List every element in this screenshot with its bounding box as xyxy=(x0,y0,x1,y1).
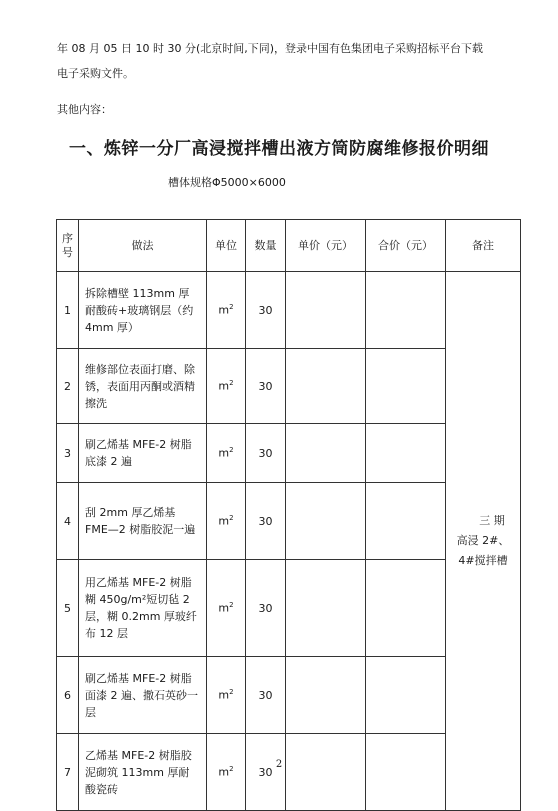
row-seq: 3 xyxy=(57,424,79,483)
row-method: 刷乙烯基 MFE-2 树脂底漆 2 遍 xyxy=(79,424,207,483)
row-method: 用乙烯基 MFE-2 树脂糊 450g/m²短切毡 2 层，糊 0.2mm 厚玻纤布 12 层 xyxy=(79,560,207,657)
header-remark: 备注 xyxy=(446,220,521,272)
row-total-price xyxy=(366,657,446,734)
remark-cell xyxy=(446,272,521,811)
page-number: 2 xyxy=(275,759,283,770)
row-unit-price xyxy=(286,657,366,734)
row-unit-price xyxy=(286,734,366,811)
header-total-price: 合价（元） xyxy=(366,220,446,272)
row-qty: 30 xyxy=(246,272,286,349)
row-qty: 30 xyxy=(246,424,286,483)
row-unit-price xyxy=(286,483,366,560)
row-qty: 30 xyxy=(246,657,286,734)
row-seq: 5 xyxy=(57,560,79,657)
row-unit: $m^2$ xyxy=(207,424,246,483)
row-total-price xyxy=(366,734,446,811)
remark-line: 三 期 xyxy=(479,514,505,527)
header-unit-price: 单价（元） xyxy=(286,220,366,272)
header-qty: 数量 xyxy=(246,220,286,272)
header-method: 做法 xyxy=(79,220,207,272)
row-method: 拆除槽壁 113mm 厚耐酸砖+玻璃钢层（约 4mm 厚） xyxy=(79,272,207,349)
header-seq: 序号 xyxy=(57,220,79,272)
remark-line: 高浸 2#、 xyxy=(456,534,510,547)
row-unit-price xyxy=(286,560,366,657)
row-total-price xyxy=(366,560,446,657)
row-unit: $m^2$ xyxy=(207,272,246,349)
row-seq: 2 xyxy=(57,349,79,424)
header-unit: 单位 xyxy=(207,220,246,272)
row-total-price xyxy=(366,483,446,560)
row-method: 维修部位表面打磨、除锈，表面用丙酮或酒精擦洗 xyxy=(79,349,207,424)
row-total-price xyxy=(366,272,446,349)
intro-paragraph-line-2: 电子采购文件。 xyxy=(57,67,134,80)
remark-line: 4#搅拌槽 xyxy=(458,554,508,567)
row-unit-price xyxy=(286,349,366,424)
row-qty: 30 xyxy=(246,560,286,657)
section-title: 一、炼锌一分厂高浸搅拌槽出液方筒防腐维修报价明细 xyxy=(69,139,489,159)
row-unit-price xyxy=(286,272,366,349)
row-qty: 30 xyxy=(246,349,286,424)
row-seq: 4 xyxy=(57,483,79,560)
row-seq: 6 xyxy=(57,657,79,734)
row-total-price xyxy=(366,424,446,483)
row-seq: 1 xyxy=(57,272,79,349)
row-method: 刮 2mm 厚乙烯基 FME—2 树脂胶泥一遍 xyxy=(79,483,207,560)
row-unit: $m^2$ xyxy=(207,483,246,560)
tank-spec: 槽体规格Φ5000×6000 xyxy=(168,176,286,189)
row-seq: 7 xyxy=(57,734,79,811)
row-unit: $m^2$ xyxy=(207,734,246,811)
row-unit: $m^2$ xyxy=(207,349,246,424)
row-qty: 30 xyxy=(246,483,286,560)
row-total-price xyxy=(366,349,446,424)
table-row xyxy=(57,272,521,349)
row-unit-price xyxy=(286,424,366,483)
table-header-row xyxy=(57,220,521,272)
row-unit: $m^2$ xyxy=(207,657,246,734)
intro-paragraph-line-1: 年 08 月 05 日 10 时 30 分(北京时间,下同)，登录中国有色集团电子采购招标平台下载 xyxy=(57,42,484,55)
row-unit: $m^2$ xyxy=(207,560,246,657)
row-qty: 30 xyxy=(246,734,286,811)
other-content-label: 其他内容： xyxy=(57,103,112,116)
row-method: 刷乙烯基 MFE-2 树脂面漆 2 遍、撒石英砂一层 xyxy=(79,657,207,734)
quotation-table xyxy=(56,219,521,811)
row-method: 乙烯基 MFE-2 树脂胶泥砌筑 113mm 厚耐酸瓷砖 xyxy=(79,734,207,811)
